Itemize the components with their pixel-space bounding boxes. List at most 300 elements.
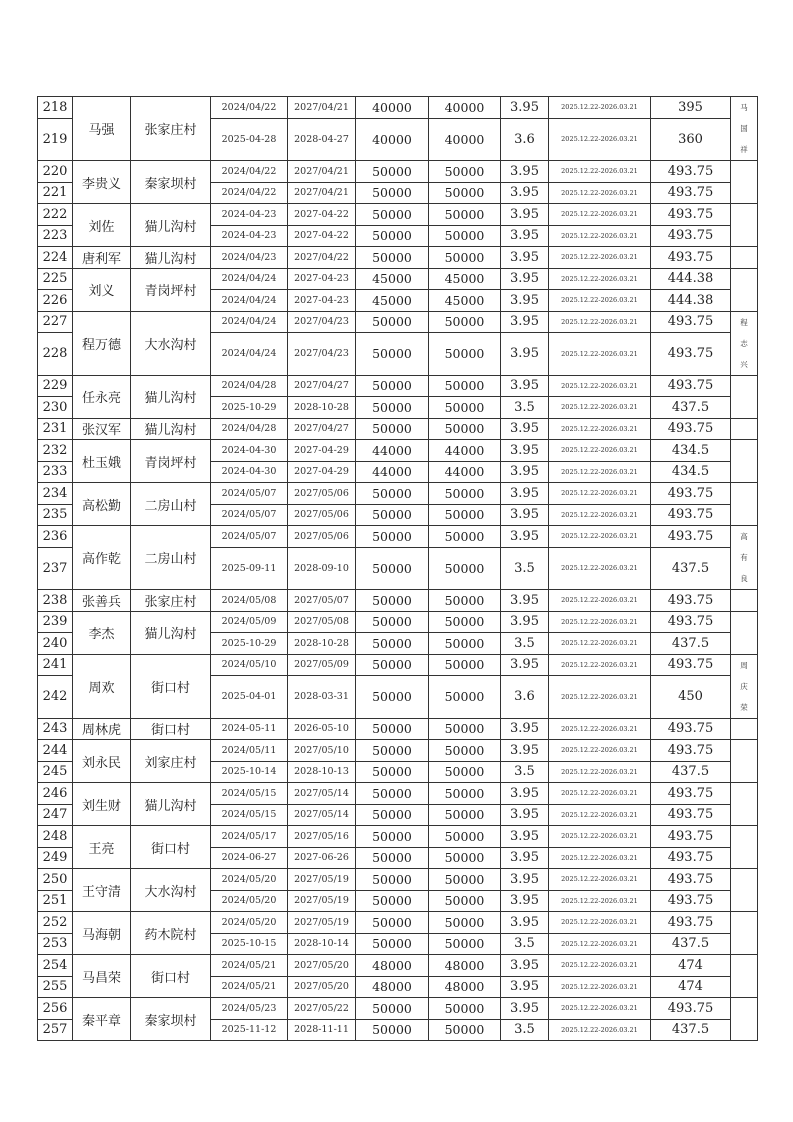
subsidy-amount: 437.5 (651, 397, 731, 419)
subsidy-period: 2025.12.22-2026.03.21 (549, 461, 651, 483)
remark-cell (731, 526, 758, 590)
loan-balance: 40000 (429, 118, 501, 160)
row-number: 244 (38, 740, 73, 762)
subsidy-period: 2025.12.22-2026.03.21 (549, 611, 651, 633)
village: 青岗坪村 (131, 268, 211, 311)
interest-rate: 3.95 (501, 611, 549, 633)
loan-end-date: 2028-10-28 (288, 397, 356, 419)
row-number: 236 (38, 526, 73, 548)
loan-end-date: 2027/04/23 (288, 311, 356, 333)
interest-rate: 3.95 (501, 890, 549, 912)
loan-amount: 50000 (356, 182, 429, 204)
loan-start-date: 2024/05/20 (211, 890, 288, 912)
loan-end-date: 2027/05/20 (288, 955, 356, 977)
row-number: 233 (38, 461, 73, 483)
subsidy-period: 2025.12.22-2026.03.21 (549, 247, 651, 269)
borrower-name: 李杰 (73, 611, 131, 654)
loan-amount: 50000 (356, 611, 429, 633)
loan-end-date: 2028-10-28 (288, 633, 356, 655)
subsidy-period: 2025.12.22-2026.03.21 (549, 633, 651, 655)
loan-start-date: 2024-05-11 (211, 718, 288, 740)
remark: 周庆荣 (740, 660, 748, 712)
loan-balance: 50000 (429, 590, 501, 612)
loan-amount: 50000 (356, 204, 429, 226)
row-number: 220 (38, 161, 73, 183)
loan-end-date: 2027-04-22 (288, 204, 356, 226)
loan-amount: 45000 (356, 268, 429, 290)
remark-cell (731, 204, 758, 247)
subsidy-period: 2025.12.22-2026.03.21 (549, 440, 651, 462)
row-number: 227 (38, 311, 73, 333)
subsidy-period: 2025.12.22-2026.03.21 (549, 998, 651, 1020)
interest-rate: 3.95 (501, 440, 549, 462)
interest-rate: 3.95 (501, 590, 549, 612)
village: 街口村 (131, 955, 211, 998)
loan-amount: 50000 (356, 998, 429, 1020)
loan-start-date: 2024/05/21 (211, 955, 288, 977)
loan-amount: 50000 (356, 526, 429, 548)
subsidy-amount: 493.75 (651, 204, 731, 226)
loan-amount: 50000 (356, 1019, 429, 1041)
loan-balance: 50000 (429, 311, 501, 333)
interest-rate: 3.95 (501, 740, 549, 762)
row-number: 237 (38, 547, 73, 589)
loan-start-date: 2024/05/21 (211, 976, 288, 998)
loan-start-date: 2024/04/22 (211, 161, 288, 183)
subsidy-period: 2025.12.22-2026.03.21 (549, 526, 651, 548)
loan-start-date: 2025-10-29 (211, 397, 288, 419)
loan-end-date: 2027/05/06 (288, 504, 356, 526)
loan-end-date: 2027/05/14 (288, 783, 356, 805)
subsidy-amount: 493.75 (651, 247, 731, 269)
subsidy-amount: 493.75 (651, 740, 731, 762)
table-row (38, 97, 758, 119)
row-number: 221 (38, 182, 73, 204)
loan-amount: 50000 (356, 761, 429, 783)
interest-rate: 3.95 (501, 955, 549, 977)
table-row (38, 783, 758, 805)
interest-rate: 3.95 (501, 161, 549, 183)
loan-balance: 48000 (429, 976, 501, 998)
loan-start-date: 2024/05/15 (211, 783, 288, 805)
loan-amount: 44000 (356, 461, 429, 483)
remark-cell (731, 247, 758, 269)
borrower-name: 周欢 (73, 654, 131, 718)
loan-amount: 50000 (356, 590, 429, 612)
borrower-name: 唐利军 (73, 247, 131, 269)
loan-start-date: 2024/05/10 (211, 654, 288, 676)
interest-rate: 3.95 (501, 311, 549, 333)
borrower-name: 马昌荣 (73, 955, 131, 998)
loan-amount: 48000 (356, 955, 429, 977)
loan-start-date: 2024/05/15 (211, 804, 288, 826)
loan-balance: 50000 (429, 633, 501, 655)
table-body (38, 97, 758, 1041)
interest-rate: 3.95 (501, 483, 549, 505)
borrower-name: 秦平章 (73, 998, 131, 1041)
loan-start-date: 2024/05/20 (211, 869, 288, 891)
loan-amount: 50000 (356, 912, 429, 934)
subsidy-period: 2025.12.22-2026.03.21 (549, 204, 651, 226)
subsidy-period: 2025.12.22-2026.03.21 (549, 590, 651, 612)
subsidy-amount: 493.75 (651, 890, 731, 912)
interest-rate: 3.95 (501, 247, 549, 269)
loan-amount: 40000 (356, 97, 429, 119)
subsidy-period: 2025.12.22-2026.03.21 (549, 783, 651, 805)
loan-start-date: 2025-04-28 (211, 118, 288, 160)
borrower-name: 马海朝 (73, 912, 131, 955)
subsidy-period: 2025.12.22-2026.03.21 (549, 761, 651, 783)
interest-rate: 3.95 (501, 204, 549, 226)
loan-start-date: 2024/05/09 (211, 611, 288, 633)
loan-amount: 50000 (356, 483, 429, 505)
subsidy-period: 2025.12.22-2026.03.21 (549, 182, 651, 204)
row-number: 255 (38, 976, 73, 998)
interest-rate: 3.95 (501, 998, 549, 1020)
loan-end-date: 2027/05/16 (288, 826, 356, 848)
remark-cell (731, 654, 758, 718)
remark-cell (731, 826, 758, 869)
loan-amount: 50000 (356, 504, 429, 526)
subsidy-period: 2025.12.22-2026.03.21 (549, 869, 651, 891)
village: 猫儿沟村 (131, 611, 211, 654)
loan-balance: 50000 (429, 912, 501, 934)
row-number: 254 (38, 955, 73, 977)
table-row (38, 955, 758, 977)
interest-rate: 3.95 (501, 182, 549, 204)
row-number: 246 (38, 783, 73, 805)
subsidy-period: 2025.12.22-2026.03.21 (549, 890, 651, 912)
remark-cell (731, 418, 758, 440)
subsidy-period: 2025.12.22-2026.03.21 (549, 1019, 651, 1041)
table-row (38, 740, 758, 762)
loan-start-date: 2024/04/23 (211, 247, 288, 269)
remark-cell (731, 590, 758, 612)
loan-balance: 50000 (429, 761, 501, 783)
loan-balance: 50000 (429, 826, 501, 848)
loan-start-date: 2025-09-11 (211, 547, 288, 589)
village: 张家庄村 (131, 590, 211, 612)
table-row (38, 654, 758, 676)
loan-amount: 50000 (356, 418, 429, 440)
loan-start-date: 2024/05/07 (211, 504, 288, 526)
row-number: 253 (38, 933, 73, 955)
loan-balance: 50000 (429, 225, 501, 247)
loan-end-date: 2027/05/09 (288, 654, 356, 676)
loan-start-date: 2024/04/28 (211, 375, 288, 397)
row-number: 245 (38, 761, 73, 783)
subsidy-period: 2025.12.22-2026.03.21 (549, 375, 651, 397)
borrower-name: 王守清 (73, 869, 131, 912)
subsidy-period: 2025.12.22-2026.03.21 (549, 161, 651, 183)
row-number: 222 (38, 204, 73, 226)
loan-amount: 50000 (356, 826, 429, 848)
subsidy-period: 2025.12.22-2026.03.21 (549, 676, 651, 718)
subsidy-amount: 493.75 (651, 912, 731, 934)
interest-rate: 3.5 (501, 1019, 549, 1041)
loan-amount: 48000 (356, 976, 429, 998)
subsidy-period: 2025.12.22-2026.03.21 (549, 933, 651, 955)
village: 秦家坝村 (131, 161, 211, 204)
loan-start-date: 2024/04/22 (211, 182, 288, 204)
remark-cell (731, 611, 758, 654)
loan-end-date: 2027-04-29 (288, 440, 356, 462)
interest-rate: 3.95 (501, 976, 549, 998)
subsidy-period: 2025.12.22-2026.03.21 (549, 718, 651, 740)
borrower-name: 高作乾 (73, 526, 131, 590)
subsidy-amount: 360 (651, 118, 731, 160)
loan-amount: 50000 (356, 397, 429, 419)
subsidy-period: 2025.12.22-2026.03.21 (549, 955, 651, 977)
loan-balance: 50000 (429, 526, 501, 548)
row-number: 251 (38, 890, 73, 912)
loan-end-date: 2028-09-10 (288, 547, 356, 589)
table-row (38, 375, 758, 397)
subsidy-amount: 493.75 (651, 611, 731, 633)
loan-end-date: 2028-10-13 (288, 761, 356, 783)
subsidy-amount: 474 (651, 976, 731, 998)
row-number: 226 (38, 290, 73, 312)
subsidy-amount: 493.75 (651, 182, 731, 204)
interest-rate: 3.95 (501, 526, 549, 548)
village: 猫儿沟村 (131, 418, 211, 440)
village: 药木院村 (131, 912, 211, 955)
interest-rate: 3.95 (501, 461, 549, 483)
loan-start-date: 2024/05/17 (211, 826, 288, 848)
table-row (38, 483, 758, 505)
subsidy-amount: 493.75 (651, 998, 731, 1020)
loan-amount: 50000 (356, 225, 429, 247)
loan-balance: 45000 (429, 268, 501, 290)
loan-balance: 50000 (429, 933, 501, 955)
loan-balance: 50000 (429, 418, 501, 440)
borrower-name: 刘生财 (73, 783, 131, 826)
remark-cell (731, 440, 758, 483)
loan-end-date: 2027/05/22 (288, 998, 356, 1020)
loan-start-date: 2025-11-12 (211, 1019, 288, 1041)
borrower-name: 刘义 (73, 268, 131, 311)
loan-start-date: 2024/04/24 (211, 333, 288, 375)
interest-rate: 3.95 (501, 783, 549, 805)
loan-end-date: 2028-04-27 (288, 118, 356, 160)
subsidy-amount: 437.5 (651, 761, 731, 783)
subsidy-period: 2025.12.22-2026.03.21 (549, 804, 651, 826)
borrower-name: 李贵义 (73, 161, 131, 204)
row-number: 223 (38, 225, 73, 247)
loan-balance: 44000 (429, 461, 501, 483)
row-number: 219 (38, 118, 73, 160)
subsidy-period: 2025.12.22-2026.03.21 (549, 418, 651, 440)
row-number: 230 (38, 397, 73, 419)
loan-end-date: 2028-11-11 (288, 1019, 356, 1041)
loan-balance: 50000 (429, 375, 501, 397)
subsidy-amount: 434.5 (651, 461, 731, 483)
borrower-name: 高松勤 (73, 483, 131, 526)
subsidy-amount: 493.75 (651, 869, 731, 891)
village: 街口村 (131, 718, 211, 740)
subsidy-period: 2025.12.22-2026.03.21 (549, 225, 651, 247)
loan-end-date: 2027-04-22 (288, 225, 356, 247)
remark-cell (731, 268, 758, 311)
interest-rate: 3.95 (501, 804, 549, 826)
loan-start-date: 2024/05/07 (211, 526, 288, 548)
loan-amount: 50000 (356, 869, 429, 891)
subsidy-amount: 450 (651, 676, 731, 718)
remark: 程志兴 (740, 317, 748, 369)
loan-amount: 50000 (356, 783, 429, 805)
loan-start-date: 2024/04/28 (211, 418, 288, 440)
village: 秦家坝村 (131, 998, 211, 1041)
borrower-name: 程万德 (73, 311, 131, 375)
loan-start-date: 2024/04/22 (211, 97, 288, 119)
row-number: 218 (38, 97, 73, 119)
loan-start-date: 2024/05/11 (211, 740, 288, 762)
village: 猫儿沟村 (131, 247, 211, 269)
loan-end-date: 2027/05/10 (288, 740, 356, 762)
subsidy-amount: 434.5 (651, 440, 731, 462)
borrower-name: 马强 (73, 97, 131, 161)
interest-rate: 3.6 (501, 676, 549, 718)
loan-start-date: 2024-06-27 (211, 847, 288, 869)
loan-balance: 50000 (429, 182, 501, 204)
loan-amount: 50000 (356, 633, 429, 655)
loan-end-date: 2028-03-31 (288, 676, 356, 718)
subsidy-period: 2025.12.22-2026.03.21 (549, 976, 651, 998)
borrower-name: 杜玉娥 (73, 440, 131, 483)
subsidy-amount: 493.75 (651, 526, 731, 548)
borrower-name: 刘佐 (73, 204, 131, 247)
row-number: 234 (38, 483, 73, 505)
subsidy-amount: 493.75 (651, 375, 731, 397)
loan-amount: 44000 (356, 440, 429, 462)
interest-rate: 3.95 (501, 718, 549, 740)
row-number: 247 (38, 804, 73, 826)
remark-cell (731, 740, 758, 783)
remark-cell (731, 311, 758, 375)
interest-rate: 3.5 (501, 933, 549, 955)
subsidy-amount: 444.38 (651, 290, 731, 312)
loan-balance: 50000 (429, 397, 501, 419)
village: 大水沟村 (131, 869, 211, 912)
loan-end-date: 2027-06-26 (288, 847, 356, 869)
subsidy-amount: 493.75 (651, 504, 731, 526)
row-number: 228 (38, 333, 73, 375)
interest-rate: 3.95 (501, 912, 549, 934)
table-row (38, 204, 758, 226)
loan-amount: 50000 (356, 247, 429, 269)
subsidy-period: 2025.12.22-2026.03.21 (549, 290, 651, 312)
remark-cell (731, 912, 758, 955)
remark-cell (731, 998, 758, 1041)
loan-amount: 50000 (356, 547, 429, 589)
loan-balance: 50000 (429, 783, 501, 805)
interest-rate: 3.95 (501, 847, 549, 869)
remark-cell (731, 869, 758, 912)
loan-start-date: 2024/05/08 (211, 590, 288, 612)
loan-end-date: 2027-04-23 (288, 290, 356, 312)
row-number: 242 (38, 676, 73, 718)
subsidy-amount: 437.5 (651, 633, 731, 655)
loan-start-date: 2024-04-30 (211, 461, 288, 483)
loan-end-date: 2027-04-29 (288, 461, 356, 483)
row-number: 249 (38, 847, 73, 869)
loan-end-date: 2027/04/22 (288, 247, 356, 269)
loan-amount: 50000 (356, 718, 429, 740)
village: 二房山村 (131, 526, 211, 590)
loan-start-date: 2024-04-23 (211, 204, 288, 226)
subsidy-amount: 437.5 (651, 933, 731, 955)
loan-balance: 40000 (429, 97, 501, 119)
loan-start-date: 2025-10-15 (211, 933, 288, 955)
remark-cell (731, 718, 758, 740)
loan-end-date: 2027-04-23 (288, 268, 356, 290)
loan-balance: 50000 (429, 869, 501, 891)
loan-start-date: 2025-10-29 (211, 633, 288, 655)
subsidy-amount: 395 (651, 97, 731, 119)
interest-rate: 3.95 (501, 654, 549, 676)
loan-start-date: 2024/04/24 (211, 290, 288, 312)
table-row (38, 161, 758, 183)
village: 街口村 (131, 826, 211, 869)
interest-rate: 3.5 (501, 761, 549, 783)
interest-rate: 3.95 (501, 268, 549, 290)
remark: 马国祥 (740, 103, 748, 154)
loan-end-date: 2027/05/06 (288, 526, 356, 548)
row-number: 231 (38, 418, 73, 440)
loan-balance: 50000 (429, 204, 501, 226)
loan-balance: 50000 (429, 740, 501, 762)
loan-amount: 50000 (356, 161, 429, 183)
remark: 高有良 (740, 532, 748, 583)
remark-cell (731, 955, 758, 998)
table-row (38, 590, 758, 612)
table-row (38, 268, 758, 290)
loan-end-date: 2027/05/19 (288, 912, 356, 934)
table-row (38, 826, 758, 848)
loan-end-date: 2027/05/20 (288, 976, 356, 998)
loan-amount: 50000 (356, 740, 429, 762)
row-number: 239 (38, 611, 73, 633)
table-row (38, 526, 758, 548)
interest-rate: 3.5 (501, 547, 549, 589)
interest-rate: 3.95 (501, 826, 549, 848)
loan-subsidy-table (37, 96, 758, 1041)
interest-rate: 3.95 (501, 333, 549, 375)
loan-balance: 50000 (429, 1019, 501, 1041)
remark-cell (731, 483, 758, 526)
village: 街口村 (131, 654, 211, 718)
village: 张家庄村 (131, 97, 211, 161)
loan-balance: 45000 (429, 290, 501, 312)
remark-cell (731, 161, 758, 204)
interest-rate: 3.5 (501, 397, 549, 419)
village: 猫儿沟村 (131, 375, 211, 418)
subsidy-amount: 493.75 (651, 826, 731, 848)
loan-balance: 50000 (429, 998, 501, 1020)
row-number: 243 (38, 718, 73, 740)
subsidy-period: 2025.12.22-2026.03.21 (549, 547, 651, 589)
loan-balance: 50000 (429, 676, 501, 718)
subsidy-amount: 493.75 (651, 333, 731, 375)
loan-end-date: 2027/04/21 (288, 161, 356, 183)
subsidy-period: 2025.12.22-2026.03.21 (549, 847, 651, 869)
subsidy-period: 2025.12.22-2026.03.21 (549, 826, 651, 848)
subsidy-amount: 474 (651, 955, 731, 977)
loan-start-date: 2024/04/24 (211, 268, 288, 290)
interest-rate: 3.95 (501, 504, 549, 526)
loan-end-date: 2027/04/27 (288, 375, 356, 397)
loan-end-date: 2027/05/14 (288, 804, 356, 826)
